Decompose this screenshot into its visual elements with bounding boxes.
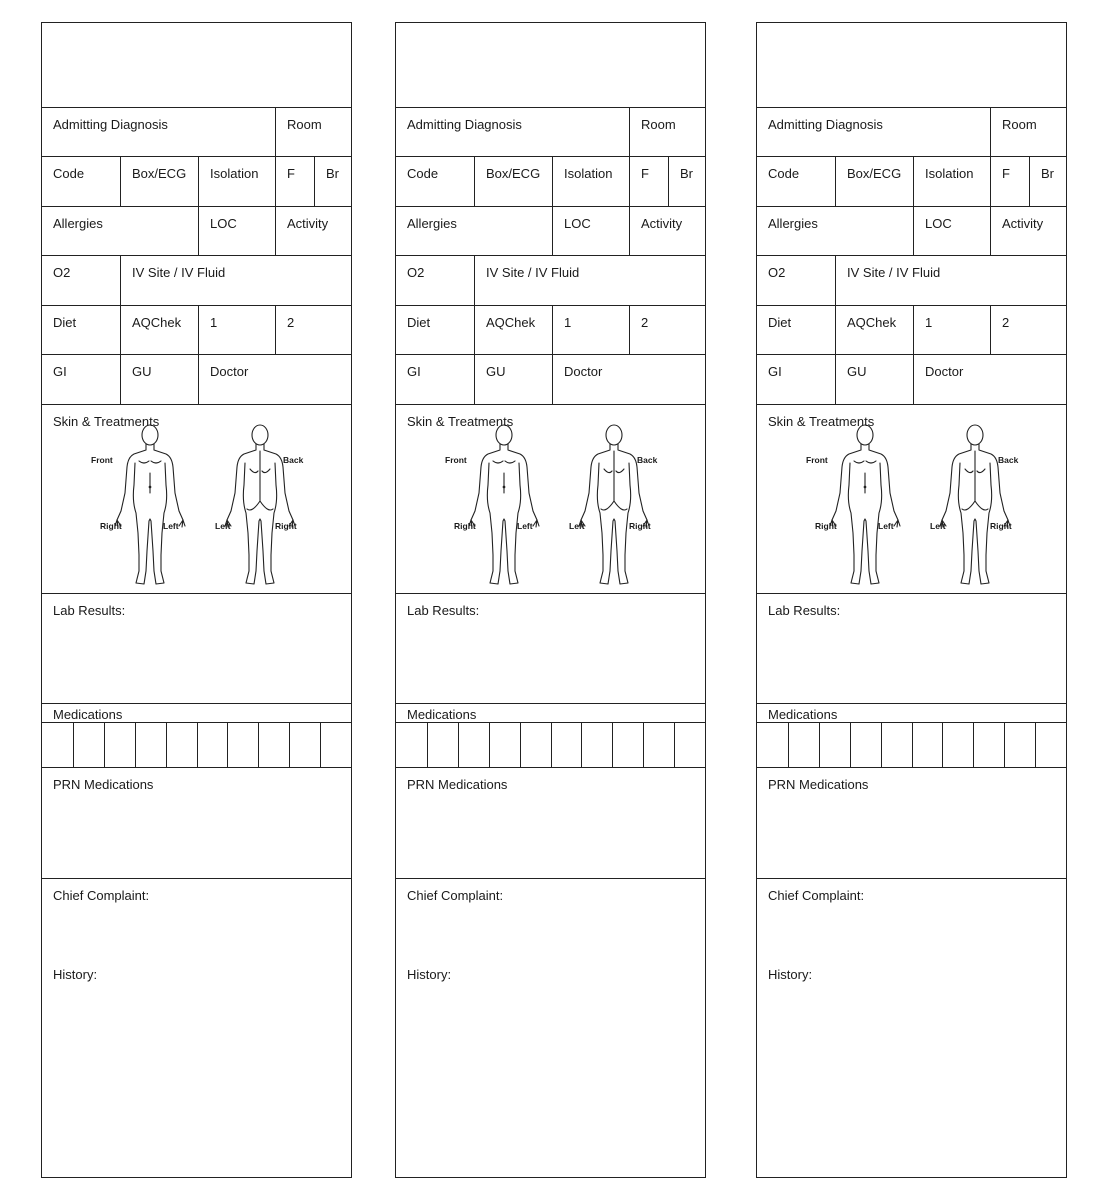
code-field[interactable]	[757, 157, 835, 206]
aqchek-2-label: 2	[287, 315, 295, 330]
loc-label: LOC	[210, 216, 237, 231]
box-ecg-field[interactable]	[120, 157, 198, 206]
prn-medications-section[interactable]	[42, 768, 351, 879]
allergies-field[interactable]	[757, 207, 913, 255]
medication-time-box[interactable]	[1035, 723, 1066, 767]
medication-time-box[interactable]	[258, 723, 289, 767]
code-label: Code	[407, 166, 439, 181]
lab-results-label: Lab Results:	[768, 603, 841, 618]
doctor-field[interactable]	[913, 355, 1066, 404]
admitting-diagnosis-label: Admitting Diagnosis	[53, 117, 168, 132]
patient-report-card-3	[756, 22, 1067, 1178]
medications-header	[757, 704, 1066, 723]
isolation-field[interactable]	[198, 157, 275, 206]
box-ecg-label: Box/ECG	[486, 166, 541, 181]
activity-field[interactable]	[275, 207, 351, 255]
aqchek-2-field[interactable]	[990, 306, 1066, 354]
medications-label: Medications	[407, 707, 477, 722]
back-left-label: Left	[930, 521, 946, 531]
row-gi	[757, 355, 1066, 405]
medication-boxes-row	[42, 723, 351, 768]
body-back-figure	[222, 423, 298, 591]
back-label: Back	[998, 455, 1019, 465]
aqchek-label: AQChek	[132, 315, 182, 330]
gi-field[interactable]	[757, 355, 835, 404]
f-field[interactable]	[629, 157, 668, 206]
medication-time-box[interactable]	[912, 723, 943, 767]
box-ecg-label: Box/ECG	[847, 166, 902, 181]
diet-field[interactable]	[757, 306, 835, 354]
gi-label: GI	[768, 364, 782, 379]
doctor-field[interactable]	[198, 355, 351, 404]
medication-time-box[interactable]	[427, 723, 458, 767]
room-label: Room	[641, 117, 676, 132]
allergies-label: Allergies	[768, 216, 818, 231]
aqchek-2-field[interactable]	[275, 306, 351, 354]
prn-medications-section[interactable]	[396, 768, 705, 879]
medication-time-box[interactable]	[289, 723, 320, 767]
activity-label: Activity	[1002, 216, 1044, 231]
code-field[interactable]	[42, 157, 120, 206]
br-label: Br	[680, 166, 693, 181]
skin-treatments-section[interactable]	[42, 405, 351, 594]
skin-treatments-section[interactable]	[396, 405, 705, 594]
gi-field[interactable]	[42, 355, 120, 404]
allergies-label: Allergies	[407, 216, 457, 231]
patient-name-area[interactable]	[396, 23, 705, 108]
aqchek-1-field[interactable]	[198, 306, 275, 354]
medication-time-box[interactable]	[1004, 723, 1035, 767]
isolation-field[interactable]	[913, 157, 990, 206]
f-label: F	[641, 166, 649, 181]
aqchek-1-label: 1	[210, 315, 218, 330]
aqchek-field[interactable]	[120, 306, 198, 354]
lab-results-label: Lab Results:	[407, 603, 480, 618]
br-label: Br	[1041, 166, 1054, 181]
diet-label: Diet	[53, 315, 77, 330]
loc-field[interactable]	[198, 207, 275, 255]
iv-site-label: IV Site / IV Fluid	[486, 265, 580, 280]
activity-label: Activity	[287, 216, 329, 231]
back-right-label: Right	[990, 521, 1012, 531]
row-o2	[757, 256, 1066, 306]
patient-name-area[interactable]	[757, 23, 1066, 108]
body-front-figure	[112, 423, 188, 591]
body-back-figure	[576, 423, 652, 591]
medication-time-box[interactable]	[489, 723, 520, 767]
br-field[interactable]	[1029, 157, 1066, 206]
gu-field[interactable]	[120, 355, 198, 404]
aqchek-field[interactable]	[474, 306, 552, 354]
lab-results-section[interactable]	[396, 594, 705, 704]
admitting-diagnosis-field[interactable]	[396, 108, 629, 156]
front-right-label: Right	[454, 521, 476, 531]
loc-label: LOC	[925, 216, 952, 231]
row-allergies	[396, 207, 705, 256]
gu-label: GU	[132, 364, 152, 379]
medication-time-box[interactable]	[643, 723, 674, 767]
body-back-figure	[937, 423, 1013, 591]
back-label: Back	[283, 455, 304, 465]
row-o2	[396, 256, 705, 306]
gi-field[interactable]	[396, 355, 474, 404]
activity-label: Activity	[641, 216, 683, 231]
aqchek-1-label: 1	[564, 315, 572, 330]
aqchek-1-label: 1	[925, 315, 933, 330]
body-front-figure	[466, 423, 542, 591]
row-admitting	[396, 108, 705, 157]
medication-time-box[interactable]	[757, 723, 788, 767]
f-field[interactable]	[990, 157, 1029, 206]
medication-time-box[interactable]	[320, 723, 351, 767]
room-field[interactable]	[275, 108, 351, 156]
aqchek-1-field[interactable]	[913, 306, 990, 354]
medications-label: Medications	[768, 707, 838, 722]
medication-time-box[interactable]	[942, 723, 973, 767]
code-label: Code	[768, 166, 800, 181]
medication-time-box[interactable]	[674, 723, 705, 767]
doctor-label: Doctor	[210, 364, 249, 379]
f-field[interactable]	[275, 157, 314, 206]
lab-results-section[interactable]	[757, 594, 1066, 704]
isolation-label: Isolation	[564, 166, 613, 181]
history-label: History:	[53, 967, 98, 982]
iv-site-field[interactable]	[474, 256, 705, 305]
allergies-field[interactable]	[42, 207, 198, 255]
isolation-label: Isolation	[925, 166, 974, 181]
medication-boxes-row	[757, 723, 1066, 768]
medication-time-box[interactable]	[458, 723, 489, 767]
medication-time-box[interactable]	[104, 723, 135, 767]
row-gi	[42, 355, 351, 405]
row-code	[757, 157, 1066, 207]
row-admitting	[42, 108, 351, 157]
row-code	[396, 157, 705, 207]
row-admitting	[757, 108, 1066, 157]
iv-site-label: IV Site / IV Fluid	[847, 265, 941, 280]
doctor-label: Doctor	[564, 364, 603, 379]
admitting-diagnosis-field[interactable]	[42, 108, 275, 156]
front-label: Front	[91, 455, 113, 465]
chief-complaint-label: Chief Complaint:	[53, 888, 150, 903]
row-diet	[396, 306, 705, 355]
front-right-label: Right	[815, 521, 837, 531]
room-label: Room	[1002, 117, 1037, 132]
front-left-label: Left	[517, 521, 533, 531]
diet-field[interactable]	[42, 306, 120, 354]
allergies-label: Allergies	[53, 216, 103, 231]
loc-field[interactable]	[913, 207, 990, 255]
o2-label: O2	[768, 265, 786, 280]
loc-field[interactable]	[552, 207, 629, 255]
front-left-label: Left	[878, 521, 894, 531]
back-right-label: Right	[275, 521, 297, 531]
box-ecg-field[interactable]	[474, 157, 552, 206]
medication-time-box[interactable]	[788, 723, 819, 767]
room-label: Room	[287, 117, 322, 132]
f-label: F	[1002, 166, 1010, 181]
gu-label: GU	[486, 364, 506, 379]
prn-medications-section[interactable]	[757, 768, 1066, 879]
o2-label: O2	[53, 265, 71, 280]
medication-time-box[interactable]	[396, 723, 427, 767]
room-field[interactable]	[629, 108, 705, 156]
medication-time-box[interactable]	[166, 723, 197, 767]
body-front-figure	[827, 423, 903, 591]
row-diet	[757, 306, 1066, 355]
diet-field[interactable]	[396, 306, 474, 354]
front-label: Front	[445, 455, 467, 465]
medications-header	[42, 704, 351, 723]
isolation-field[interactable]	[552, 157, 629, 206]
history-label: History:	[407, 967, 452, 982]
medications-header	[396, 704, 705, 723]
gu-label: GU	[847, 364, 867, 379]
o2-field[interactable]	[757, 256, 835, 305]
medication-time-box[interactable]	[520, 723, 551, 767]
room-field[interactable]	[990, 108, 1066, 156]
prn-medications-label: PRN Medications	[53, 777, 154, 792]
row-allergies	[42, 207, 351, 256]
skin-treatments-section[interactable]	[757, 405, 1066, 594]
code-label: Code	[53, 166, 85, 181]
admitting-diagnosis-field[interactable]	[757, 108, 990, 156]
o2-label: O2	[407, 265, 425, 280]
br-field[interactable]	[668, 157, 705, 206]
medication-time-box[interactable]	[850, 723, 881, 767]
row-gi	[396, 355, 705, 405]
activity-field[interactable]	[629, 207, 705, 255]
isolation-label: Isolation	[210, 166, 259, 181]
skin-treatments-label: Skin & Treatments	[407, 414, 514, 429]
iv-site-label: IV Site / IV Fluid	[132, 265, 226, 280]
aqchek-1-field[interactable]	[552, 306, 629, 354]
back-label: Back	[637, 455, 658, 465]
code-field[interactable]	[396, 157, 474, 206]
skin-treatments-label: Skin & Treatments	[53, 414, 160, 429]
chief-complaint-label: Chief Complaint:	[407, 888, 504, 903]
f-label: F	[287, 166, 295, 181]
front-label: Front	[806, 455, 828, 465]
iv-site-field[interactable]	[120, 256, 351, 305]
medication-time-box[interactable]	[819, 723, 850, 767]
diet-label: Diet	[768, 315, 792, 330]
row-code	[42, 157, 351, 207]
complaint-history-section[interactable]	[757, 879, 1066, 1177]
patient-report-card-2	[395, 22, 706, 1178]
back-left-label: Left	[215, 521, 231, 531]
front-right-label: Right	[100, 521, 122, 531]
aqchek-label: AQChek	[847, 315, 897, 330]
medication-time-box[interactable]	[197, 723, 228, 767]
lab-results-section[interactable]	[42, 594, 351, 704]
gi-label: GI	[407, 364, 421, 379]
br-field[interactable]	[314, 157, 351, 206]
medications-label: Medications	[53, 707, 123, 722]
chief-complaint-label: Chief Complaint:	[768, 888, 865, 903]
back-left-label: Left	[569, 521, 585, 531]
row-diet	[42, 306, 351, 355]
medication-time-box[interactable]	[42, 723, 73, 767]
doctor-field[interactable]	[552, 355, 705, 404]
allergies-field[interactable]	[396, 207, 552, 255]
row-allergies	[757, 207, 1066, 256]
loc-label: LOC	[564, 216, 591, 231]
prn-medications-label: PRN Medications	[407, 777, 508, 792]
admitting-diagnosis-label: Admitting Diagnosis	[768, 117, 883, 132]
patient-name-area[interactable]	[42, 23, 351, 108]
admitting-diagnosis-label: Admitting Diagnosis	[407, 117, 522, 132]
gu-field[interactable]	[474, 355, 552, 404]
patient-report-card-1	[41, 22, 352, 1178]
aqchek-label: AQChek	[486, 315, 536, 330]
medication-time-box[interactable]	[227, 723, 258, 767]
aqchek-2-label: 2	[1002, 315, 1010, 330]
complaint-history-section[interactable]	[396, 879, 705, 1177]
o2-field[interactable]	[396, 256, 474, 305]
diet-label: Diet	[407, 315, 431, 330]
aqchek-2-label: 2	[641, 315, 649, 330]
medication-time-box[interactable]	[581, 723, 612, 767]
medication-time-box[interactable]	[551, 723, 582, 767]
aqchek-2-field[interactable]	[629, 306, 705, 354]
medication-time-box[interactable]	[73, 723, 104, 767]
front-left-label: Left	[163, 521, 179, 531]
prn-medications-label: PRN Medications	[768, 777, 869, 792]
skin-treatments-label: Skin & Treatments	[768, 414, 875, 429]
gu-field[interactable]	[835, 355, 913, 404]
lab-results-label: Lab Results:	[53, 603, 126, 618]
aqchek-field[interactable]	[835, 306, 913, 354]
medication-boxes-row	[396, 723, 705, 768]
activity-field[interactable]	[990, 207, 1066, 255]
medication-time-box[interactable]	[973, 723, 1004, 767]
medication-time-box[interactable]	[881, 723, 912, 767]
gi-label: GI	[53, 364, 67, 379]
row-o2	[42, 256, 351, 306]
box-ecg-field[interactable]	[835, 157, 913, 206]
o2-field[interactable]	[42, 256, 120, 305]
box-ecg-label: Box/ECG	[132, 166, 187, 181]
history-label: History:	[768, 967, 813, 982]
back-right-label: Right	[629, 521, 651, 531]
complaint-history-section[interactable]	[42, 879, 351, 1177]
medication-time-box[interactable]	[612, 723, 643, 767]
br-label: Br	[326, 166, 339, 181]
iv-site-field[interactable]	[835, 256, 1066, 305]
doctor-label: Doctor	[925, 364, 964, 379]
medication-time-box[interactable]	[135, 723, 166, 767]
